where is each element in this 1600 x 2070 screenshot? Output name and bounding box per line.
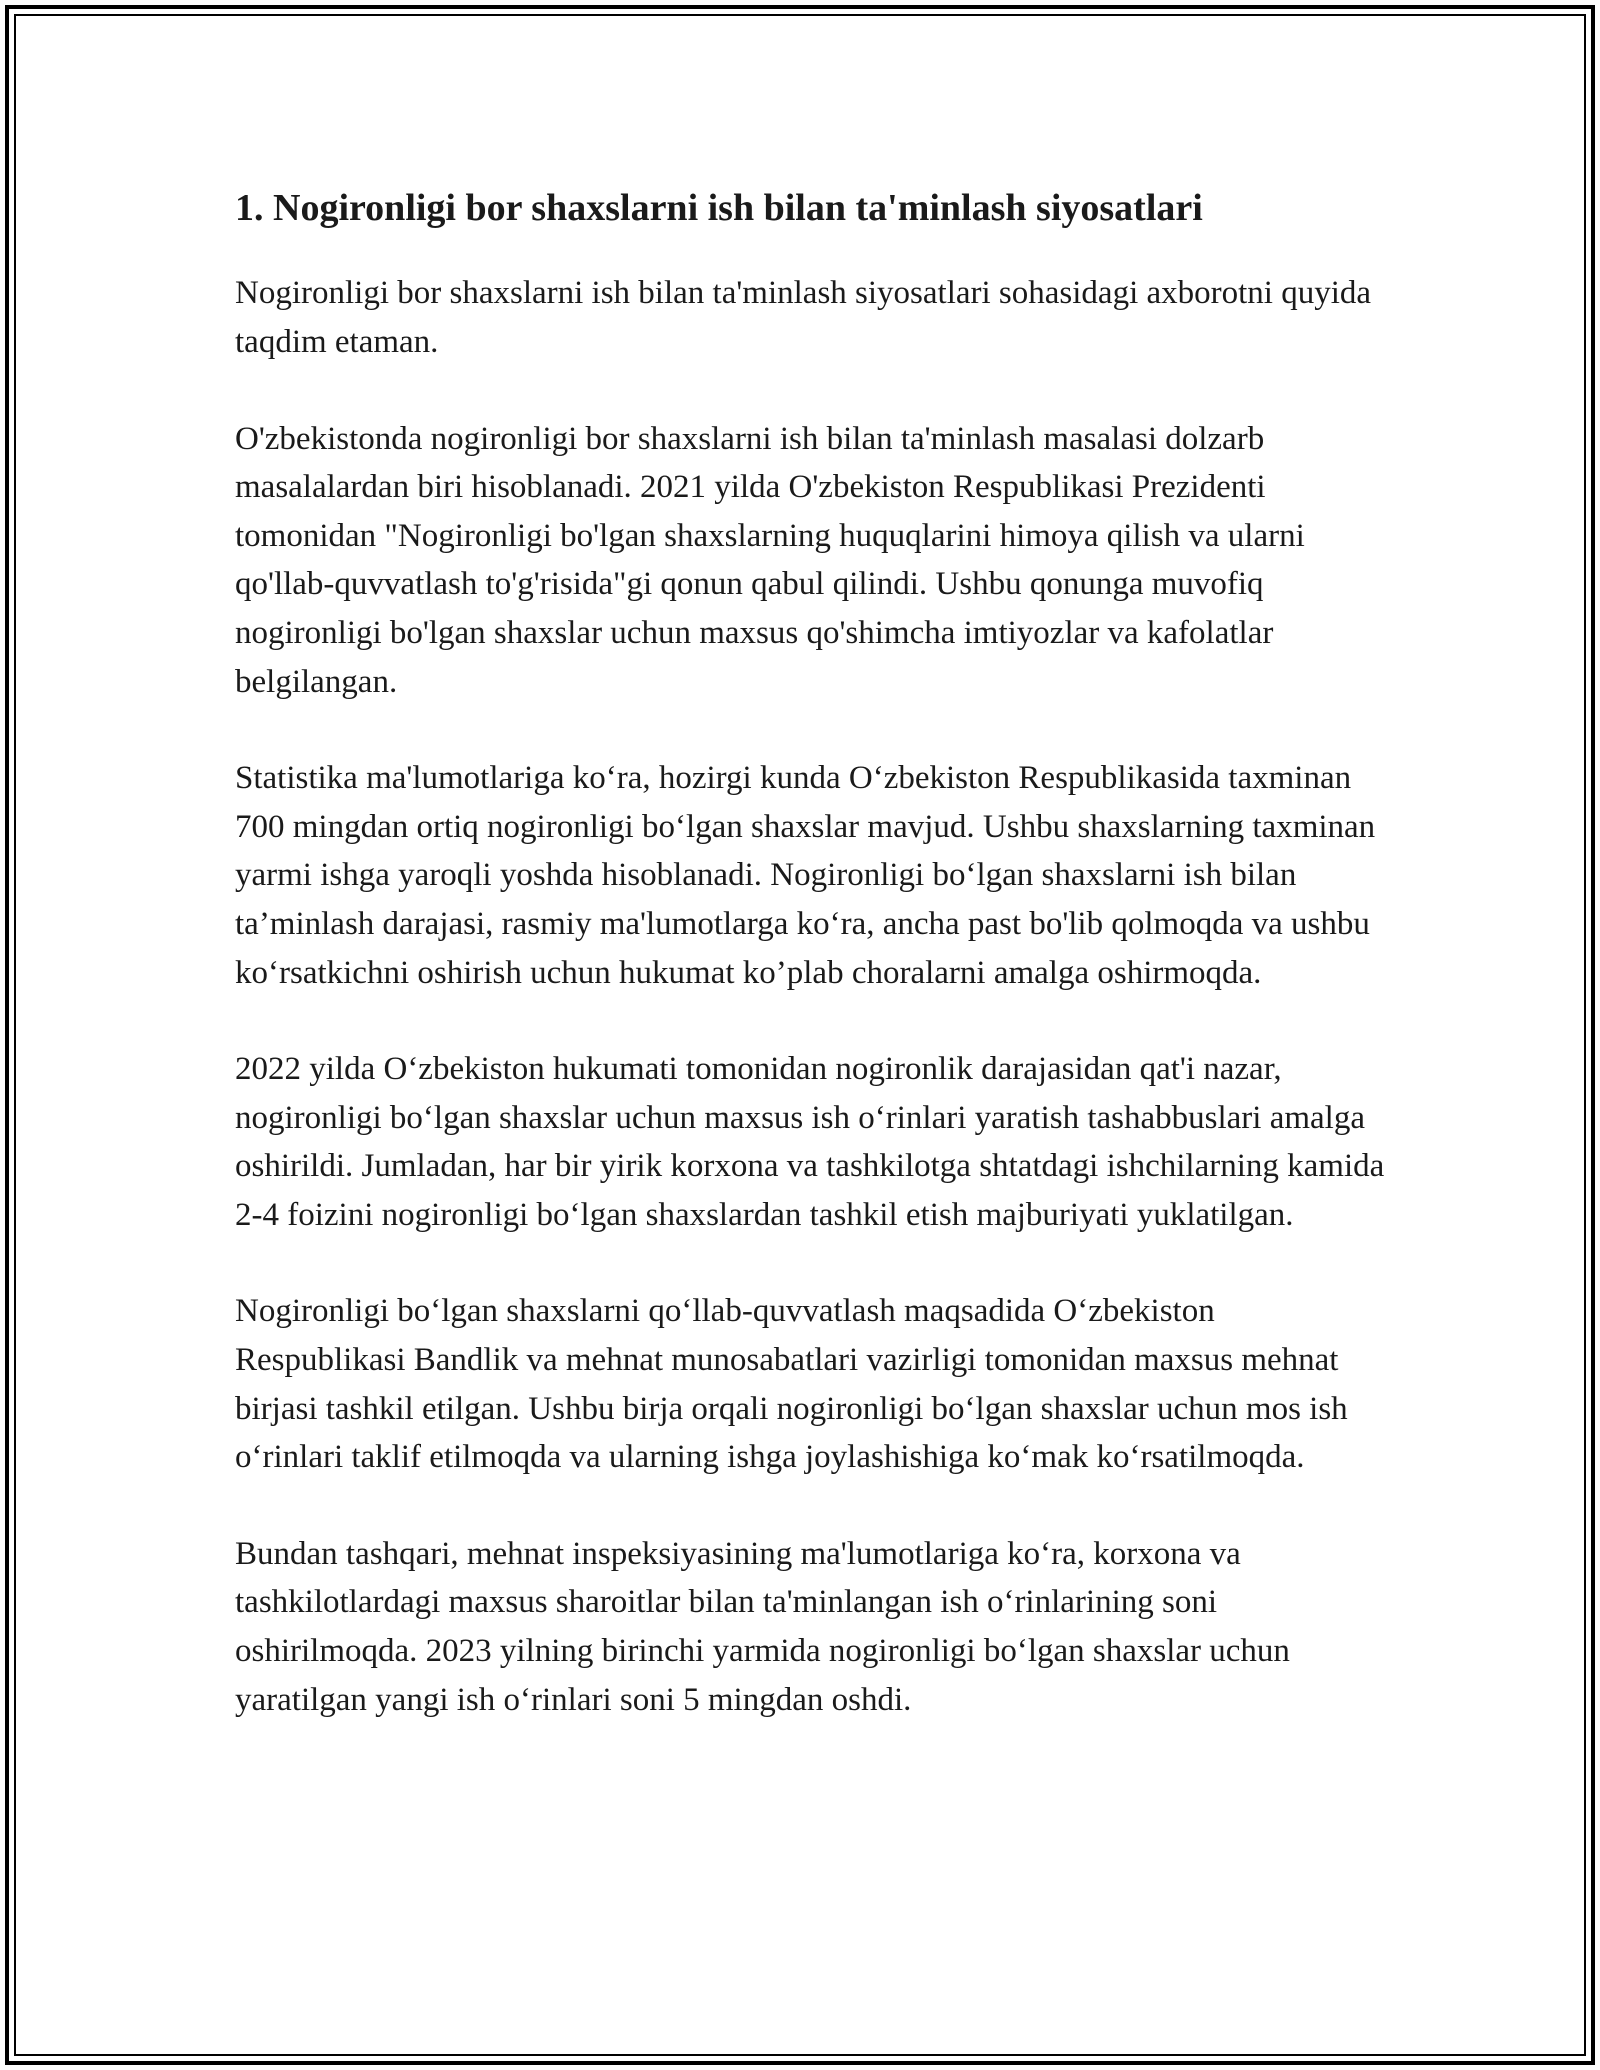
document-body: [235, 184, 1385, 1772]
section-heading: 1. Nogironligi bor shaxslarni ish bilan ta'minlash siyosatlari: [235, 187, 1203, 229]
paragraph-inspection: Bundan tashqari, mehnat inspeksiyasining ma'lumotlariga ko‘ra, korxona va tashkilotlardagi maxsus sharoitlar bilan ta'minlangan ish o‘rinlarining soni oshirilmoqda. 2023 yilning birinchi yarmida nogironligi bo‘lgan shaxslar uchun yaratilgan yangi ish o‘rinlari soni 5 mingdan oshdi.: [235, 1535, 1290, 1718]
paragraph-statistics: Statistika ma'lumotlariga ko‘ra, hozirgi kunda O‘zbekiston Respublikasida taxminan 700 mingdan ortiq nogironligi bo‘lgan shaxslar mavjud. Ushbu shaxslarning taxminan yarmi ishga yaroqli yoshda hisoblanadi. Nogironligi bo‘lgan shaxslarni ish bilan ta’minlash darajasi, rasmiy ma'lumotlarga ko‘ra, ancha past bo'lib qolmoqda va ushbu ko‘rsatkichni oshirish uchun hukumat ko’plab choralarni amalga oshirmoqda.: [235, 760, 1376, 991]
paragraph-labor-exchange: Nogironligi bo‘lgan shaxslarni qo‘llab-quvvatlash maqsadida O‘zbekiston Respublikasi Bandlik va mehnat munosabatlari vazirligi tomonidan maxsus mehnat birjasi tashkil etilgan. Ushbu birja orqali nogironligi bo‘lgan shaxslar uchun mos ish o‘rinlari taklif etilmoqda va ularning ishga joylashishiga ko‘mak ko‘rsatilmoqda.: [235, 1293, 1348, 1476]
paragraph-2022-initiatives: 2022 yilda O‘zbekiston hukumati tomonidan nogironlik darajasidan qat'i nazar, nogironligi bo‘lgan shaxslar uchun maxsus ish o‘rinlari yaratish tashabbuslari amalga oshirildi. Jumladan, har bir yirik korxona va tashkilotga shtatdagi ishchilarning kamida 2-4 foizini nogironligi bo‘lgan shaxslardan tashkil etish majburiyati yuklatilgan.: [235, 1051, 1385, 1233]
paragraph-intro: Nogironligi bor shaxslarni ish bilan ta'minlash siyosatlari sohasidagi axborotni quyida taqdim etaman.: [235, 275, 1372, 360]
paragraph-legal-background: O'zbekistonda nogironligi bor shaxslarni ish bilan ta'minlash masalasi dolzarb masalalardan biri hisoblanadi. 2021 yilda O'zbekiston Respublikasi Prezidenti tomonidan "Nogironligi bo'lgan shaxslarning huquqlarini himoya qilish va ularni qo'llab-quvvatlash to'g'risida"gi qonun qabul qilindi. Ushbu qonunga muvofiq nogironligi bo'lgan shaxslar uchun maxsus qo'shimcha imtiyozlar va kafolatlar belgilangan.: [235, 420, 1305, 700]
